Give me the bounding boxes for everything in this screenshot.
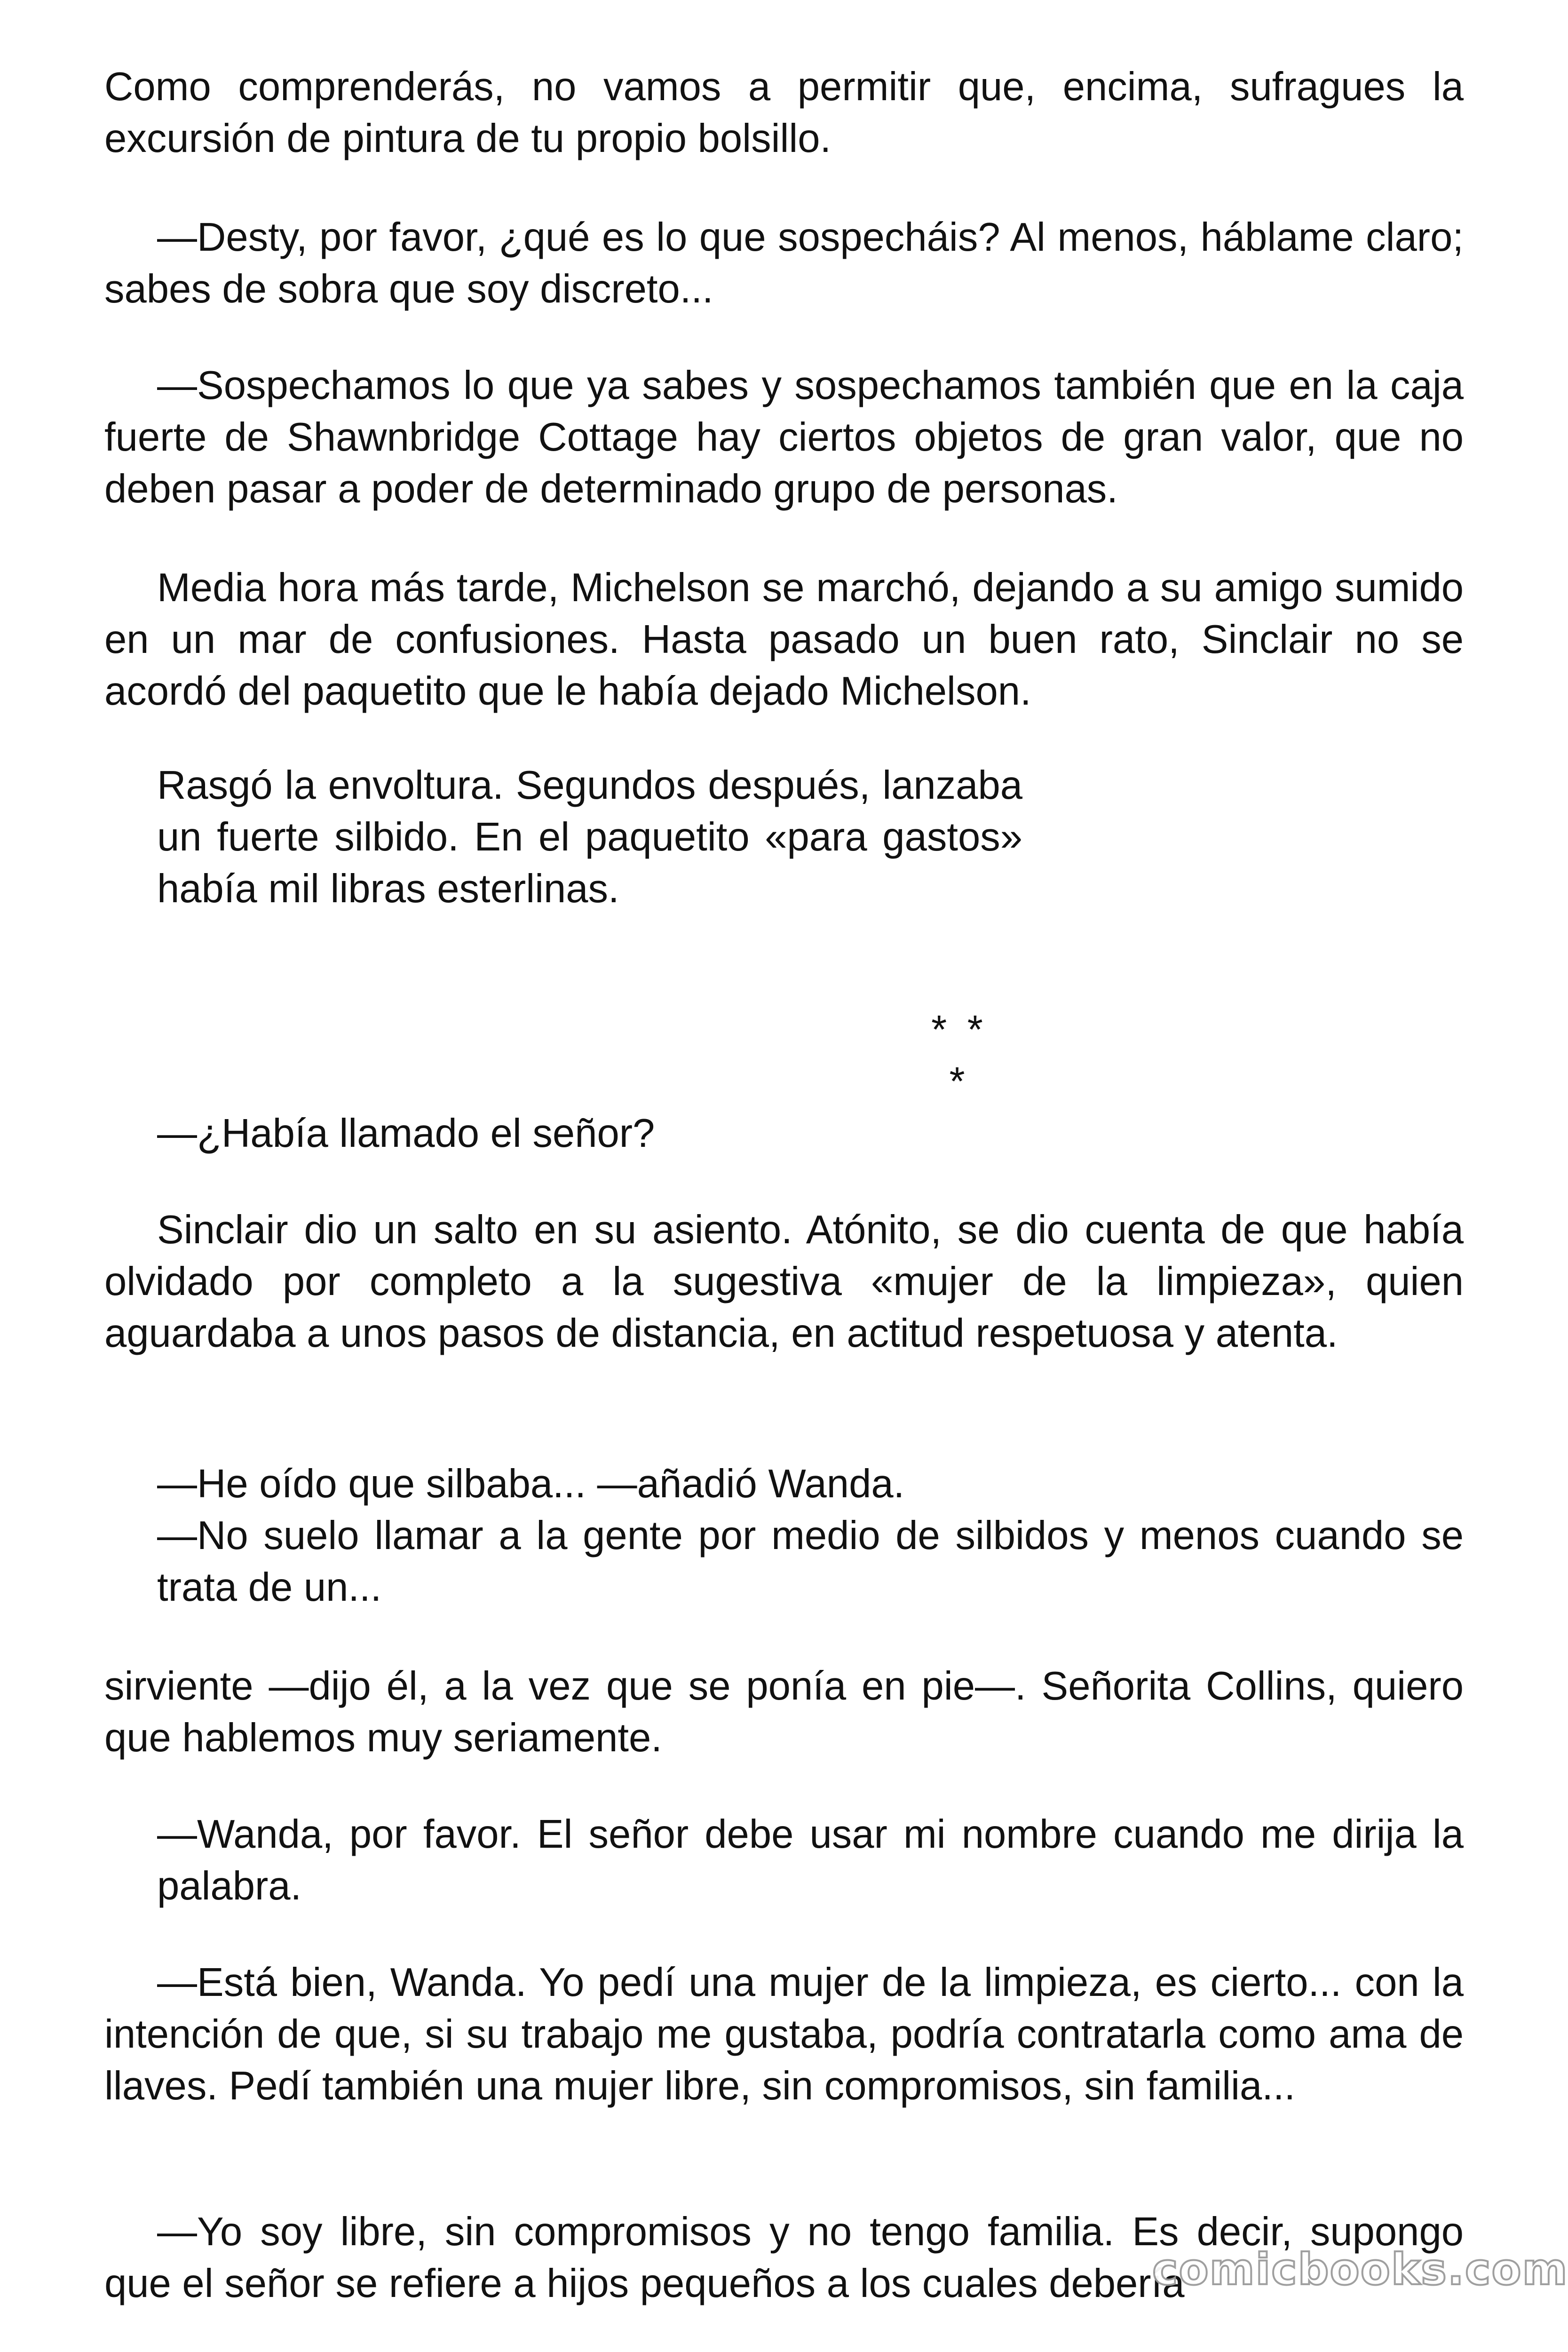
paragraph-3: —Sospechamos lo que ya sabes y sospechamos también que en la caja fuerte de Shawnbridge Cottage hay ciertos objetos de gran valor, que no deben pasar a poder de determinado grupo de personas. — [104, 363, 1464, 511]
paragraph-5: Rasgó la envoltura. Segundos después, lanzaba un fuerte silbido. En el paquetito «para gastos» había mil libras esterlinas. — [157, 763, 1022, 911]
paragraph-8: —He oído que silbaba... —añadió Wanda. — [157, 1462, 905, 1506]
paragraph-13: —Yo soy libre, sin compromisos y no tengo familia. Es decir, supongo que el señor se refiere a hijos pequeños a los cuales debería — [104, 2209, 1464, 2306]
section-separator: * * * — [931, 1008, 988, 1104]
paragraph-6: —¿Había llamado el señor? — [157, 1111, 655, 1156]
paragraph-7: Sinclair dio un salto en su asiento. Atónito, se dio cuenta de que había olvidado por completo a la sugestiva «mujer de la limpieza», quien aguardaba a unos pasos de distancia, en actitud respetuosa y atenta. — [104, 1208, 1464, 1356]
paragraph-4: Media hora más tarde, Michelson se marchó, dejando a su amigo sumido en un mar de confusiones. Hasta pasado un buen rato, Sinclair no se acordó del paquetito que le había dejado Michelson. — [104, 565, 1464, 714]
paragraph-9: —No suelo llamar a la gente por medio de silbidos y menos cuando se trata de un... — [157, 1513, 1464, 1610]
paragraph-2: —Desty, por favor, ¿qué es lo que sospecháis? Al menos, háblame claro; sabes de sobra que soy discreto... — [104, 215, 1464, 311]
paragraph-10: sirviente —dijo él, a la vez que se ponía en pie—. Señorita Collins, quiero que hablemos muy seriamente. — [104, 1664, 1464, 1760]
paragraph-12: —Está bien, Wanda. Yo pedí una mujer de la limpieza, es cierto... con la intención de que, si su trabajo me gustaba, podría contratarla como ama de llaves. Pedí también una mujer libre, sin compromisos, sin familia... — [104, 1960, 1464, 2108]
watermark-logo: comicbooks.com — [1152, 2244, 1568, 2295]
paragraph-1: Como comprenderás, no vamos a permitir que, encima, sufragues la excursión de pintura de tu propio bolsillo. — [104, 64, 1464, 161]
paragraph-11: —Wanda, por favor. El señor debe usar mi nombre cuando me dirija la palabra. — [157, 1812, 1464, 1908]
